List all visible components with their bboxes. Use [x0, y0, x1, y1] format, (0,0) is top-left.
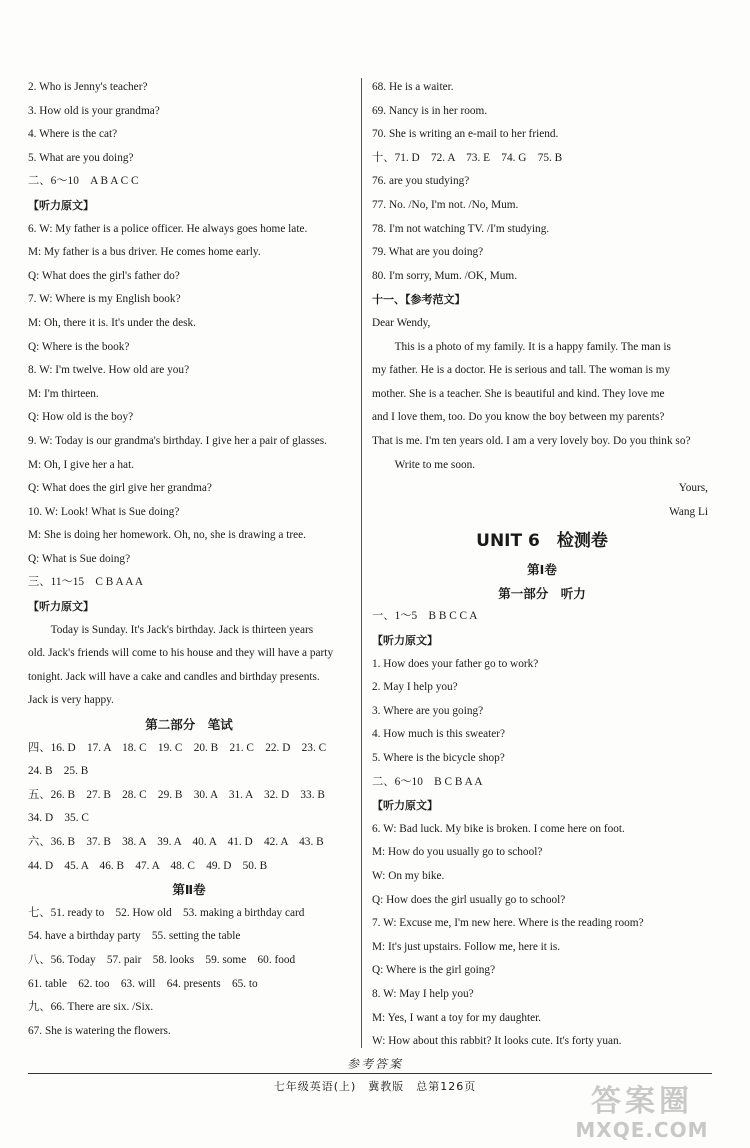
left-line: 7. W: Where is my English book? — [28, 293, 181, 306]
left-line: 54. have a birthday party 55. setting the table — [28, 930, 241, 943]
right-line: 【听力原文】 — [372, 634, 438, 648]
left-line: 四、16. D 17. A 18. C 19. C 20. B 21. C 22. D 23. C — [28, 741, 327, 754]
right-line: 十一、【参考范文】 — [372, 293, 466, 307]
right-line: M: Yes, I want a toy for my daughter. — [372, 1011, 542, 1024]
left-line: 3. How old is your grandma? — [28, 104, 160, 117]
right-line: Dear Wendy, — [372, 316, 431, 329]
left-line: Q: What is Sue doing? — [28, 552, 131, 565]
column-divider — [361, 78, 362, 1048]
footer-rule — [28, 1073, 712, 1074]
right-line: 68. He is a waiter. — [372, 81, 454, 93]
left-line: 6. W: My father is a police officer. He always goes home late. — [28, 222, 308, 235]
left-line: Q: What does the girl's father do? — [28, 269, 180, 282]
right-line: Yours, — [678, 482, 708, 495]
right-line: W: How about this rabbit? It looks cute. It's forty yuan. — [372, 1035, 622, 1048]
left-line: 八、56. Today 57. pair 58. looks 59. some 60. food — [28, 953, 296, 966]
left-line: 三、11～15 C B A A A — [28, 576, 144, 589]
right-line: M: How do you usually go to school? — [372, 846, 543, 859]
left-line: 61. table 62. too 63. will 64. presents 65. to — [28, 977, 258, 990]
left-line: 5. What are you doing? — [28, 151, 134, 164]
right-line: 第Ⅰ卷 — [527, 562, 557, 578]
right-line: 十、71. D 72. A 73. E 74. G 75. B — [372, 151, 563, 164]
left-line: old. Jack's friends will come to his house and they will have a party — [28, 647, 334, 660]
right-line: 7. W: Excuse me, I'm new here. Where is the reading room? — [372, 917, 644, 930]
left-line: 九、66. There are six. /Six. — [28, 1001, 154, 1014]
left-line: 第二部分 笔试 — [145, 717, 233, 733]
right-line: 2. May I help you? — [372, 681, 458, 694]
right-column — [372, 76, 712, 1054]
right-line: and I love them, too. Do you know the boy between my parents? — [372, 411, 665, 424]
left-line: 六、36. B 37. B 38. A 39. A 40. A 41. D 42. A 43. B — [28, 836, 324, 848]
left-line: 24. B 25. B — [28, 765, 89, 778]
left-line: 34. D 35. C — [28, 812, 89, 825]
right-line: 76. are you studying? — [372, 175, 470, 188]
right-line: 6. W: Bad luck. My bike is broken. I come here on foot. — [372, 822, 625, 835]
right-line: This is a photo of my family. It is a happy family. The man is — [394, 340, 671, 353]
right-line: 77. No. /No, I'm not. /No, Mum. — [372, 198, 519, 211]
left-line: 二、6～10 A B A C C — [28, 175, 139, 188]
right-line: 第一部分 听力 — [498, 585, 586, 601]
right-line: 80. I'm sorry, Mum. /OK, Mum. — [372, 269, 518, 282]
right-line: 78. I'm not watching TV. /I'm studying. — [372, 222, 550, 235]
footer-title: 参考答案 — [346, 1057, 403, 1071]
left-line: Q: How old is the boy? — [28, 411, 134, 424]
right-line: Q: Where is the girl going? — [372, 964, 496, 977]
left-line: 4. Where is the cat? — [28, 128, 118, 141]
watermark-text: 答案圈 — [591, 1084, 693, 1119]
left-line: M: Oh, I give her a hat. — [28, 458, 135, 471]
right-line: 3. Where are you going? — [372, 704, 484, 717]
left-line: Today is Sunday. It's Jack's birthday. Jack is thirteen years — [50, 623, 314, 636]
left-line: 2. Who is Jenny's teacher? — [28, 81, 148, 93]
right-line: That is me. I'm ten years old. I am a very lovely boy. Do you think so? — [372, 434, 691, 447]
left-line: Q: What does the girl give her grandma? — [28, 482, 212, 495]
right-line: 1. How does your father go to work? — [372, 657, 539, 670]
left-line: 第Ⅱ卷 — [172, 882, 206, 898]
right-line: 69. Nancy is in her room. — [372, 104, 488, 117]
left-line: 【听力原文】 — [28, 600, 94, 614]
left-line: M: I'm thirteen. — [28, 387, 99, 400]
left-line: 五、26. B 27. B 28. C 29. B 30. A 31. A 32. D 33. B — [28, 788, 325, 801]
left-line: M: My father is a bus driver. He comes home early. — [28, 246, 261, 259]
right-line: mother. She is a teacher. She is beautiful and kind. They love me — [372, 387, 665, 400]
left-column — [28, 76, 350, 1043]
right-line: 70. She is writing an e-mail to her friend. — [372, 128, 559, 141]
left-line: 10. W: Look! What is Sue doing? — [28, 505, 180, 518]
right-line: 一、1～5 B B C C A — [372, 610, 478, 623]
right-line: Wang Li — [669, 505, 708, 518]
right-line: 8. W: May I help you? — [372, 987, 474, 1000]
right-line: Q: How does the girl usually go to school? — [372, 893, 566, 906]
watermark-logo — [552, 1085, 732, 1145]
left-line: 9. W: Today is our grandma's birthday. I give her a pair of glasses. — [28, 434, 327, 447]
right-line: 【听力原文】 — [372, 799, 438, 813]
left-line: Q: Where is the book? — [28, 340, 130, 353]
left-line: tonight. Jack will have a cake and candles and birthday presents. — [28, 670, 320, 683]
left-line: M: She is doing her homework. Oh, no, she is drawing a tree. — [28, 529, 306, 542]
left-line: M: Oh, there it is. It's under the desk. — [28, 316, 197, 329]
right-line: my father. He is a doctor. He is serious and tall. The woman is my — [372, 364, 671, 377]
left-line: 8. W: I'm twelve. How old are you? — [28, 364, 190, 377]
right-line: UNIT 6 检测卷 — [476, 531, 608, 552]
footer-page-info: 七年级英语(上) 冀教版 总第126页 — [273, 1080, 477, 1093]
right-line: 5. Where is the bicycle shop? — [372, 752, 505, 765]
right-line: 4. How much is this sweater? — [372, 728, 506, 741]
right-line: 二、6～10 B C B A A — [372, 775, 483, 788]
right-line: W: On my bike. — [372, 870, 445, 882]
left-line: Jack is very happy. — [28, 694, 114, 707]
right-line: Write to me soon. — [394, 458, 476, 471]
left-line: 67. She is watering the flowers. — [28, 1024, 171, 1037]
right-line: 79. What are you doing? — [372, 246, 484, 259]
right-line: M: It's just upstairs. Follow me, here it is. — [372, 940, 561, 953]
left-line: 七、51. ready to 52. How old 53. making a birthday card — [28, 906, 305, 919]
left-line: 44. D 45. A 46. B 47. A 48. C 49. D 50. B — [28, 859, 268, 872]
left-line: 【听力原文】 — [28, 198, 94, 212]
watermark-url: MXQE.COM — [575, 1118, 709, 1142]
